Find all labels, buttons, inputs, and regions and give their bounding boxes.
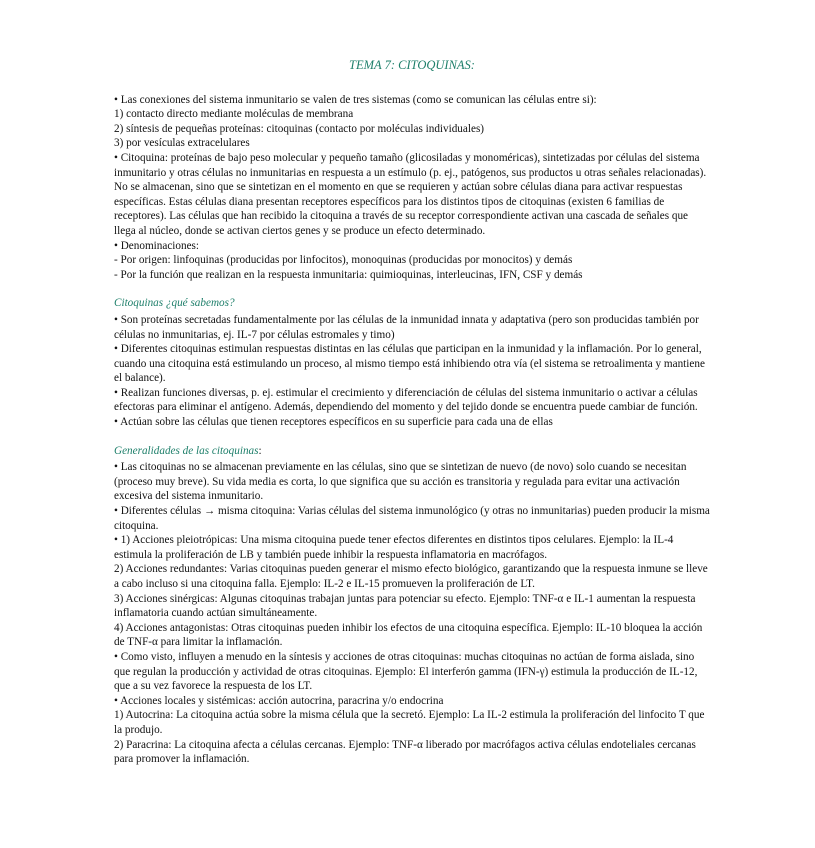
document-page — [114, 58, 710, 781]
section-line: • 1) Acciones pleiotrópicas: Una misma citoquina puede tener efectos diferentes en distintos tipos celulares. Ejemplo: la IL-4 estimula la proliferación de LB y también puede inhibir la respuesta inflamatoria en macrófagos. — [114, 534, 674, 561]
intro-line: • Las conexiones del sistema inmunitario se valen de tres sistemas (como se comunican las células entre si): — [114, 93, 597, 106]
section-heading-colon: : — [258, 444, 262, 457]
section-line: • Acciones locales y sistémicas: acción autocrina, paracrina y/o endocrina — [114, 694, 444, 707]
document-title: TEMA 7: CITOQUINAS: — [349, 58, 475, 72]
section-line: • Son proteínas secretadas fundamentalmente por las células de la inmunidad innata y adaptativa (pero son producidas también por células no inmunitarias, ej. IL-7 por células estromales y timo) — [114, 313, 699, 341]
intro-line: 1) contacto directo mediante moléculas de membrana — [114, 108, 354, 121]
section-line: • Realizan funciones diversas, p. ej. estimular el crecimiento y diferenciación de células del sistema inmunitario o activar a células efectoras para eliminar el antígeno. Además, dependiendo del momento y del tejido donde se encuentra puede cambiar de función. — [114, 386, 698, 414]
section-line: 2) Acciones redundantes: Varias citoquinas pueden generar el mismo efecto biológico, garantizando que la respuesta inmune se lleve a cabo incluso si una citoquina falla. Ejemplo: IL-2 e IL-15 promueven la proliferación de LT. — [114, 563, 708, 590]
section-line: 1) Autocrina: La citoquina actúa sobre la misma célula que la secretó. Ejemplo: La IL-2 estimula la proliferación del linfocito T que la produjo. — [114, 709, 705, 736]
section-line: • Diferentes citoquinas estimulan respuestas distintas en las células que participan en la inmunidad y la inflamación. Por lo general, cuando una citoquina está estimulando un proceso, al mismo tiempo está inhibiendo otra vía (el sistema se retroalimenta y mantiene el balance). — [114, 343, 705, 385]
section-heading — [114, 444, 710, 459]
intro-line: 2) síntesis de pequeñas proteínas: citoquinas (contacto por moléculas individuales) — [114, 122, 485, 135]
section-line: • Como visto, influyen a menudo en la síntesis y acciones de otras citoquinas: muchas citoquinas no actúan de forma aislada, sino que regulan la producción y actividad de otras citoquinas. Ejemplo: El interferón gamma (IFN-γ) estimula la producción de IL-12, que a su vez favorece la respuesta de los LT. — [114, 650, 698, 693]
section-line: • Diferentes células → misma citoquina: Varias células del sistema inmunológico (y otras no inmunitarias) pueden producir la misma citoquina. — [114, 505, 710, 532]
intro-line: - Por origen: linfoquinas (producidas por linfocitos), monoquinas (producidas por monocitos) y demás — [114, 254, 573, 267]
intro-line: • Denominaciones: — [114, 239, 200, 252]
section-heading-text: Generalidades de las citoquinas — [114, 444, 259, 457]
section-line: 2) Paracrina: La citoquina afecta a células cercanas. Ejemplo: TNF-α liberado por macrófagos activa células endoteliales cercanas para promover la inflamación. — [114, 738, 696, 766]
section-line: 3) Acciones sinérgicas: Algunas citoquinas trabajan juntas para potenciar su efecto. Ejemplo: TNF-α e IL-1 aumentan la respuesta inflamatoria cuando actúan simultáneamente. — [114, 592, 696, 620]
section-generalidades — [114, 444, 710, 767]
section-que-sabemos — [114, 296, 710, 429]
section-heading: Citoquinas ¿qué sabemos? — [114, 297, 235, 310]
section-line: 4) Acciones antagonistas: Otras citoquinas pueden inhibir los efectos de una citoquina específica. Ejemplo: IL-10 bloquea la acción de TNF-α para limitar la inflamación. — [114, 621, 703, 649]
intro-section — [114, 93, 710, 283]
intro-line: • Citoquina: proteínas de bajo peso molecular y pequeño tamaño (glicosiladas y monoméricas), sintetizadas por células del sistema inmunitario y otras células no inmunitarias en respuesta a un estímulo (p. ej., patógenos, sus productos u otras señales relacionadas). No se almacenan, sino que se sintetizan en el momento en que se requieren y actúan sobre células diana para activar respuestas específicas. Estas células diana presentan receptores específicos para los distintos tipos de citoquinas (existen 6 familias de receptores). Las células que han recibido la citoquina a través de su receptor correspondiente activan una cascada de señales que llega al núcleo, donde se activan ciertos genes y se produce un efecto determinado. — [114, 151, 707, 237]
intro-line: - Por la función que realizan en la respuesta inmunitaria: quimioquinas, interleucinas, IFN, CSF y demás — [114, 268, 583, 281]
section-line: • Las citoquinas no se almacenan previamente en las células, sino que se sintetizan de nuevo (de novo) solo cuando se necesitan (proceso muy breve). Su vida media es corta, lo que significa que su acción es transitoria y regulada para evitar una activación excesiva del sistema inmunitario. — [114, 461, 687, 503]
section-line: • Actúan sobre las células que tienen receptores específicos en su superficie para cada una de ellas — [114, 416, 553, 429]
intro-line: 3) por vesículas extracelulares — [114, 137, 250, 150]
